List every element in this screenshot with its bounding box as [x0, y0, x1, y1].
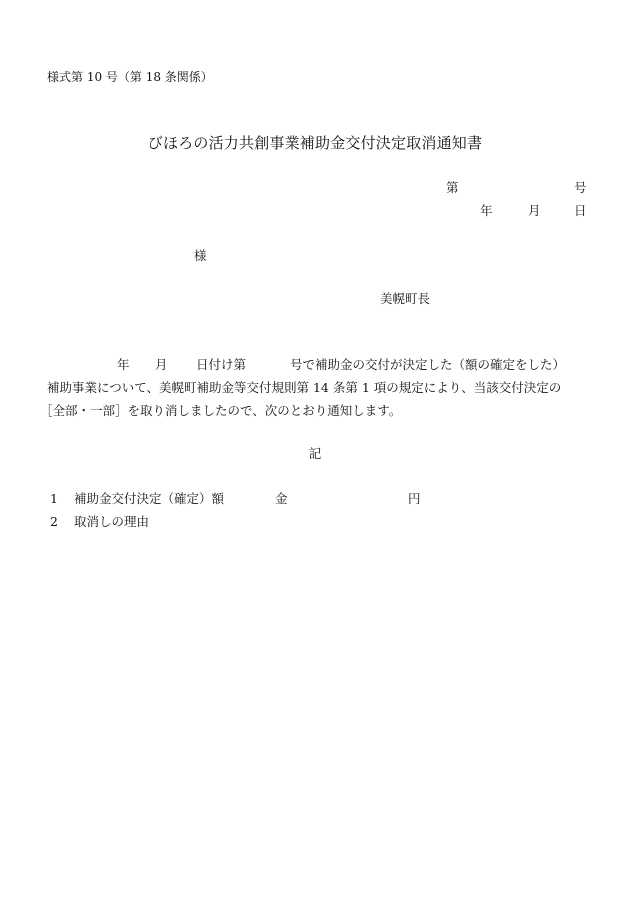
item-label: 補助金交付決定（確定）額	[74, 491, 225, 506]
doc-number-prefix: 第	[446, 180, 459, 195]
form-number: 様式第 10 号（第 18 条関係）	[47, 70, 213, 84]
document-title: びほろの活力共創事業補助金交付決定取消通知書	[147, 134, 483, 152]
body-year: 年	[117, 357, 130, 372]
body-line2: 補助事業について、美幌町補助金等交付規則第 14 条第 1 項の規定により、当該交付決定の	[47, 380, 562, 395]
issuer-name: 美幌町長	[380, 291, 431, 306]
amount-prefix: 金	[275, 491, 288, 506]
addressee-honorific: 様	[194, 248, 207, 263]
date-year: 年	[480, 203, 493, 218]
ki-heading: 記	[308, 446, 322, 461]
body-date-text: 日付け第	[196, 357, 247, 372]
body-month: 月	[155, 357, 168, 372]
body-line3: ［全部・一部］を取り消しましたので、次のとおり通知します。	[40, 403, 402, 418]
item-number: 1	[50, 491, 58, 506]
date-day: 日	[574, 203, 587, 218]
body-line1-text: 号で補助金の交付が決定した（額の確定をした）	[290, 357, 566, 372]
item-label: 取消しの理由	[74, 514, 150, 529]
date-month: 月	[528, 203, 541, 218]
doc-number-suffix: 号	[574, 180, 587, 195]
item-number: 2	[50, 514, 58, 529]
amount-suffix: 円	[408, 491, 421, 506]
